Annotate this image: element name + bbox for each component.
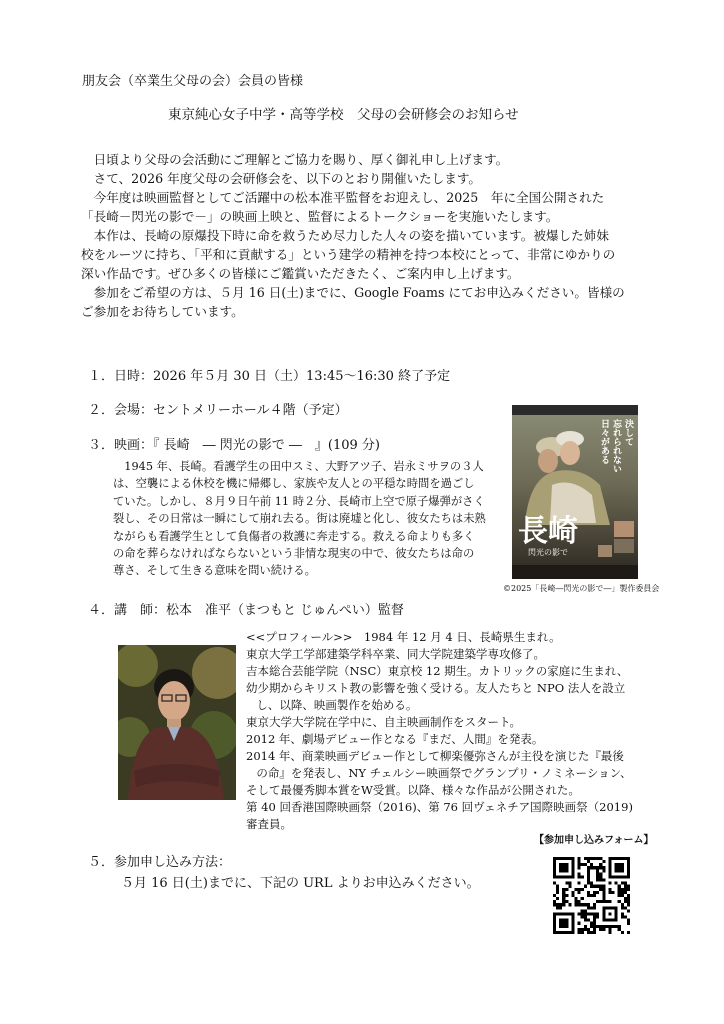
film-synopsis (113, 458, 486, 580)
application-qr-code[interactable] (553, 857, 630, 934)
intro-line: 今年度は映画監督としてご活躍中の松本准平監督をお迎えし、2025 年に全国公開された (93, 190, 605, 205)
event-datetime: １．日時：2026 年５月 30 日（土）13:45～16:30 終了予定 (88, 369, 451, 384)
poster-credit: ©2025「長崎―閃光の影で―」製作委員会 (503, 584, 660, 593)
profile-line: 東京大学工学部建築学科卒業、同大学院建築学専攻修了。 (246, 647, 545, 661)
poster-subtitle: 閃光の影で (528, 548, 568, 557)
lecturer-heading: ４．講 師：松本 准平（まつもと じゅんぺい）監督 (88, 603, 404, 618)
intro-line: 「長崎－閃光の影で－」の映画上映と、監督によるトークショーを実施いたします。 (81, 209, 559, 224)
synopsis-line: 尊さ、そして生きる意味を問い続ける。 (113, 564, 316, 578)
intro-line: 参加をご希望の方は、５月 16 日(土)までに、Google Foams にてお申込みください。皆様の (93, 285, 625, 300)
synopsis-line: ていた。しかし、８月９日午前 11 時２分、長崎市上空で原子爆弾がさく (113, 494, 485, 508)
profile-line: <<プロフィール>> 1984 年 12 月 4 日、長崎県生まれ。 (246, 630, 561, 644)
profile-line: 東京大学大学院在学中に、自主映画制作をスタート。 (246, 715, 521, 729)
poster-tagline: 忘れられない (611, 419, 621, 473)
intro-paragraphs (81, 150, 663, 321)
profile-line: の命』を発表し、NY チェルシー映画祭でグランプリ・ノミネーション、 (256, 766, 632, 780)
synopsis-line: の命を葬らなければならないという非情な現実の中で、彼女たちは命の (113, 547, 475, 561)
profile-line: 第 40 回香港国際映画祭（2016)、第 76 回ヴェネチア国際映画祭（2019) (246, 800, 633, 814)
addressee: 朋友会（卒業生父母の会）会員の皆様 (82, 74, 304, 89)
profile-line: 審査員。 (246, 817, 292, 831)
director-profile (246, 629, 633, 833)
document-title: 東京純心女子中学・高等学校 父母の会研修会のお知らせ (168, 107, 519, 123)
intro-line: 校をルーツに持ち、「平和に貢献する」という建学の精神を持つ本校にとって、非常にゆかりの (81, 247, 616, 262)
event-venue: ２．会場：セントメリーホール４階（予定） (88, 403, 348, 418)
synopsis-line: は、空襲による休校を機に帰郷し、家族や友人との平穏な時間を過ごし (113, 477, 475, 491)
profile-line: 2014 年、商業映画デビュー作として柳楽優弥さんが主役を演じた『最後 (246, 749, 624, 763)
synopsis-line: 裂し、その日常は一瞬にして崩れ去る。街は廃墟と化し、彼女たちは未熟 (113, 512, 486, 526)
application-method-detail: ５月 16 日(土)までに、下記の URL よりお申込みください。 (121, 876, 480, 891)
intro-line: ご参加をお待ちしています。 (81, 304, 244, 319)
profile-line: そして最優秀脚本賞をW受賞。以降、様々な作品が公開された。 (246, 783, 580, 797)
profile-line: し、以降、映画製作を始める。 (256, 698, 418, 712)
event-film: ３．映画：『 長崎 ― 閃光の影で ― 』(109 分) (88, 438, 380, 453)
intro-line: 深い作品です。ぜひ多くの皆様にご鑑賞いただきたく、ご案内申し上げます。 (81, 266, 520, 281)
poster-tagline: 決して (623, 419, 633, 446)
intro-line: 日頃より父母の会活動にご理解とご協力を賜り、厚く御礼申し上げます。 (93, 152, 509, 167)
poster-title: 長崎 (518, 514, 578, 549)
intro-line: 本作は、長崎の原爆投下時に命を救うため尽力した人々の姿を描いています。被爆した姉妹 (93, 228, 609, 243)
application-form-label: 【参加申し込みフォーム】 (534, 835, 654, 846)
director-photo (118, 645, 236, 800)
application-method-heading: ５．参加申し込み方法： (88, 855, 232, 870)
movie-poster (512, 405, 638, 579)
profile-line: 幼少期からキリスト教の影響を強く受ける。友人たちと NPO 法人を設立 (246, 681, 626, 695)
poster-tagline: 日々がある (599, 419, 609, 464)
intro-line: さて、2026 年度父母の会研修会を、以下のとおり開催いたします。 (93, 171, 482, 186)
synopsis-line: 1945 年、長崎。看護学生の田中スミ、大野アツ子、岩永ミサヲの３人 (124, 460, 484, 473)
profile-line: 吉本総合芸能学院（NSC）東京校 12 期生。カトリックの家庭に生まれ、 (246, 664, 629, 678)
synopsis-line: ながらも看護学生として負傷者の救護に奔走する。救える命よりも多く (113, 529, 475, 543)
profile-line: 2012 年、劇場デビュー作となる『まだ、人間』を発表。 (246, 732, 544, 746)
